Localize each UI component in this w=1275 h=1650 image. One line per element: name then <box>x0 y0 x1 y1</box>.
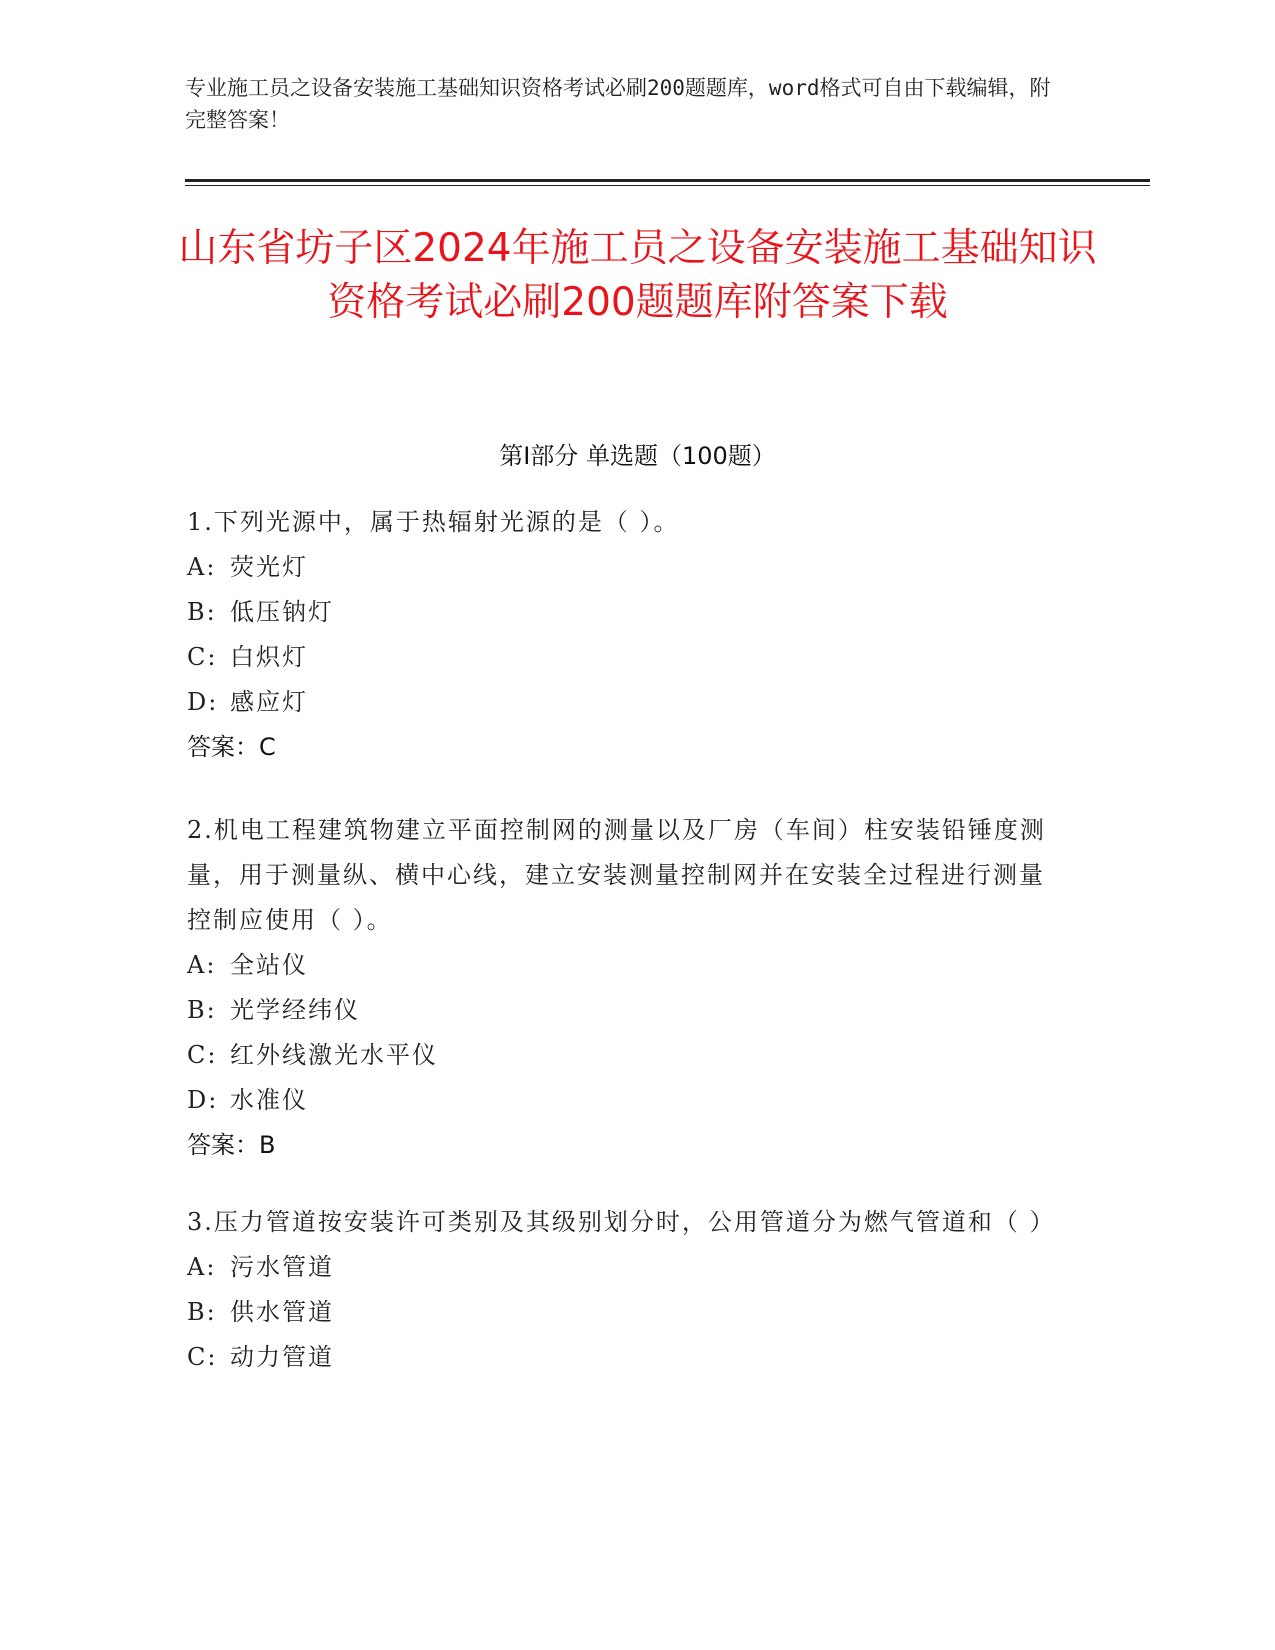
option-text: 低压钠灯 <box>230 598 334 626</box>
question-text: 1.下列光源中，属于热辐射光源的是（ ）。 <box>187 508 680 536</box>
option-b <box>187 590 1067 635</box>
option-text: 荧光灯 <box>230 553 308 581</box>
option-text: 水准仪 <box>230 1086 308 1114</box>
answer-text: 答案：B <box>187 1131 276 1159</box>
option-key: C: <box>187 1041 218 1069</box>
option-key: A: <box>187 553 217 581</box>
option-text: 供水管道 <box>230 1298 334 1326</box>
option-text: 感应灯 <box>230 688 308 716</box>
option-text: 动力管道 <box>230 1343 334 1371</box>
section-heading: 第Ⅰ部分 单选题（100题） <box>499 442 776 470</box>
option-key: D: <box>187 1086 219 1114</box>
option-key: B: <box>187 1298 217 1326</box>
document-title: 山东省坊子区2024年施工员之设备安装施工基础知识资格考试必刷200题题库附答案下载 <box>178 226 1097 325</box>
option-d <box>187 1078 1067 1123</box>
option-b <box>187 988 1067 1033</box>
question-2 <box>187 808 1067 1168</box>
option-key: C: <box>187 1343 218 1371</box>
option-d <box>187 680 1067 725</box>
option-text: 全站仪 <box>230 951 308 979</box>
option-c <box>187 635 1067 680</box>
option-text: 红外线激光水平仪 <box>230 1041 438 1069</box>
question-text: 3.压力管道按安装许可类别及其级别划分时，公用管道分为燃气管道和（ ） <box>187 1208 1056 1236</box>
header-divider-thin <box>185 185 1150 186</box>
option-key: A: <box>187 951 217 979</box>
option-text: 污水管道 <box>230 1253 334 1281</box>
header-divider-thick <box>185 179 1150 182</box>
question-3 <box>187 1200 1067 1380</box>
question-text: 2.机电工程建筑物建立平面控制网的测量以及厂房（车间）柱安装铅锤度测量，用于测量纵、横中心线，建立安装测量控制网并在安装全过程进行测量控制应使用（ ）。 <box>187 816 1046 934</box>
option-a <box>187 545 1067 590</box>
option-key: C: <box>187 643 218 671</box>
option-key: A: <box>187 1253 217 1281</box>
option-c <box>187 1335 1067 1380</box>
option-text: 白炽灯 <box>230 643 308 671</box>
option-key: B: <box>187 996 217 1024</box>
option-c <box>187 1033 1067 1078</box>
header-note: 专业施工员之设备安装施工基础知识资格考试必刷200题题库，word格式可自由下载编辑，附完整答案！ <box>185 76 1051 132</box>
option-key: B: <box>187 598 217 626</box>
question-1 <box>187 500 1067 770</box>
option-a <box>187 1245 1067 1290</box>
option-b <box>187 1290 1067 1335</box>
answer-text: 答案：C <box>187 733 276 761</box>
option-a <box>187 943 1067 988</box>
option-text: 光学经纬仪 <box>230 996 360 1024</box>
option-key: D: <box>187 688 219 716</box>
